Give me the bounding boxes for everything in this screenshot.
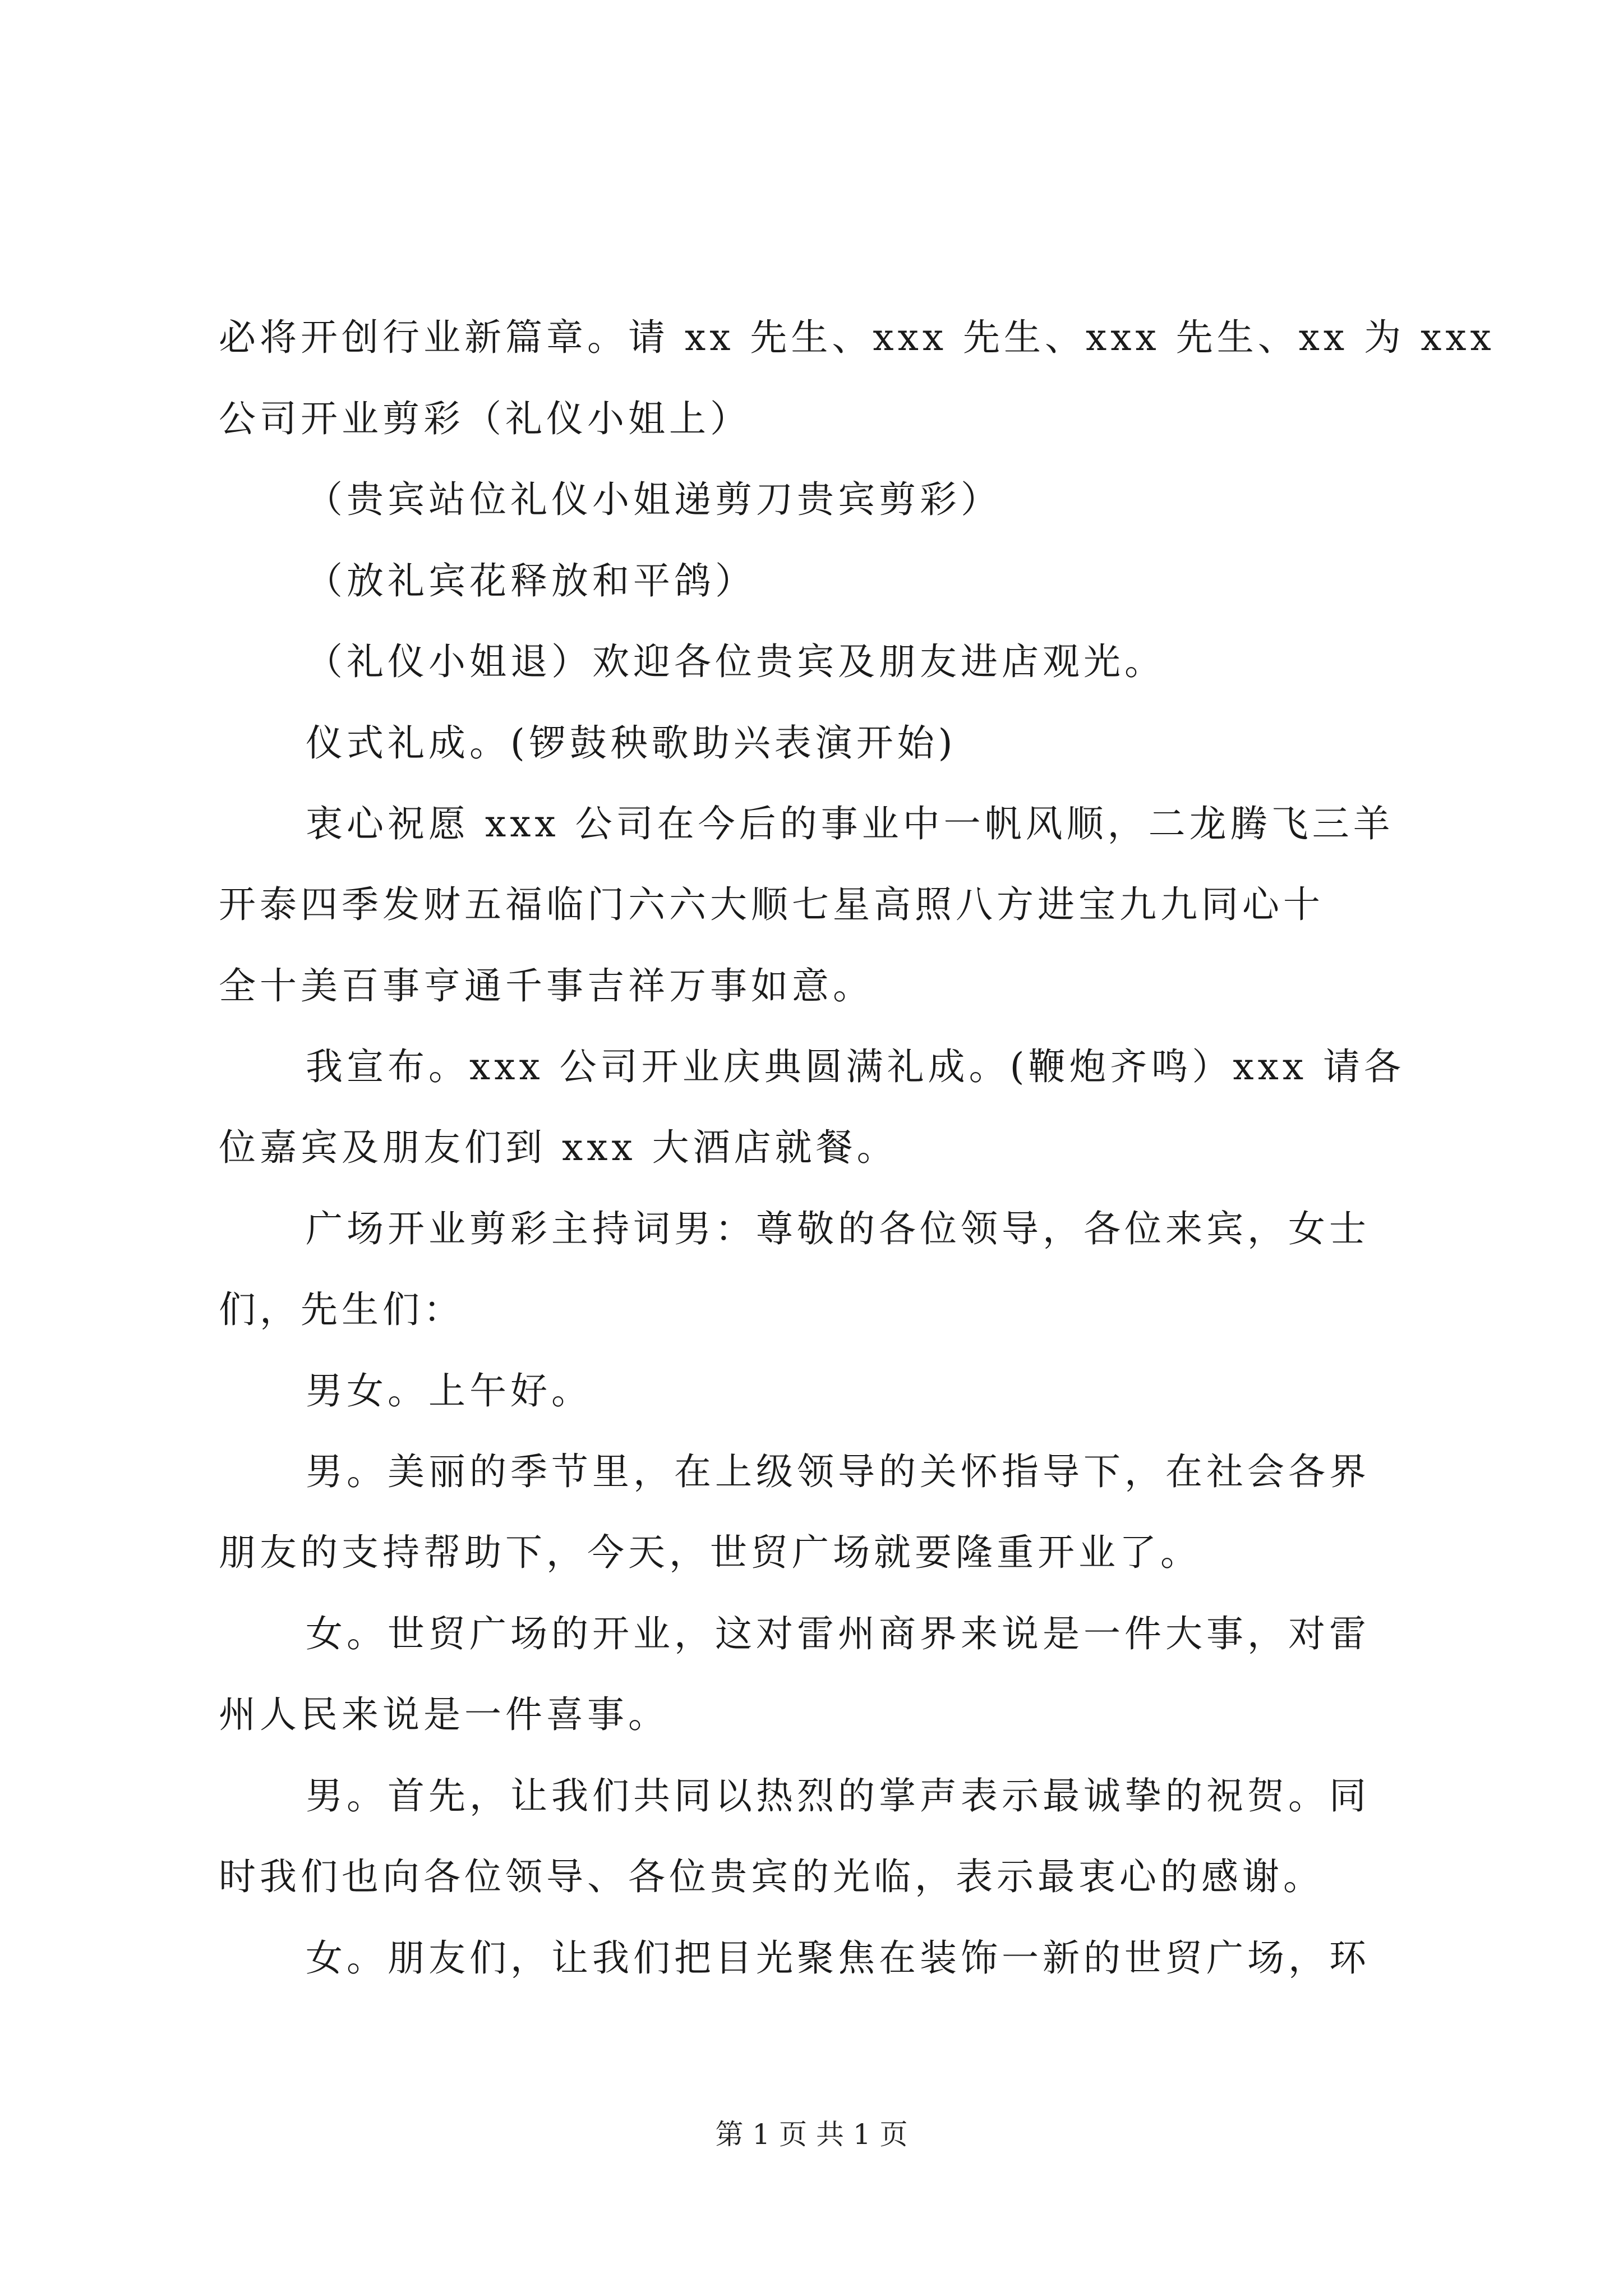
text-line: 我宣布。xxx 公司开业庆典圆满礼成。(鞭炮齐鸣）xxx 请各 — [306, 1045, 1405, 1088]
text-line: 衷心祝愿 xxx 公司在今后的事业中一帆风顺，二龙腾飞三羊 — [306, 802, 1394, 845]
text-line: 全十美百事亨通千事吉祥万事如意。 — [219, 964, 874, 1007]
text-line: 时我们也向各位领导、各位贵宾的光临，表示最衷心的感谢。 — [219, 1855, 1324, 1898]
text-line: 位嘉宾及朋友们到 xxx 大酒店就餐。 — [219, 1126, 898, 1169]
text-line: 男。美丽的季节里，在上级领导的关怀指导下，在社会各界 — [306, 1450, 1370, 1493]
text-line: 必将开创行业新篇章。请 xx 先生、xxx 先生、xxx 先生、xx 为 xxx — [219, 316, 1495, 359]
text-line: 女。朋友们，让我们把目光聚焦在装饰一新的世贸广场，环 — [306, 1936, 1370, 1980]
text-line: 州人民来说是一件喜事。 — [219, 1693, 669, 1736]
text-line: 男女。上午好。 — [306, 1369, 592, 1412]
text-line: （礼仪小姐退）欢迎各位贵宾及朋友进店观光。 — [306, 640, 1165, 683]
text-line: 广场开业剪彩主持词男：尊敬的各位领导，各位来宾，女士 — [306, 1207, 1370, 1250]
page-footer: 第 1 页 共 1 页 — [715, 2118, 908, 2151]
text-line: 们，先生们： — [219, 1288, 464, 1331]
text-line: （放礼宾花释放和平鸽） — [306, 559, 756, 602]
text-line: 公司开业剪彩（礼仪小姐上） — [219, 397, 751, 440]
text-line: 女。世贸广场的开业，这对雷州商界来说是一件大事，对雷 — [306, 1612, 1370, 1655]
text-line: 朋友的支持帮助下，今天，世贸广场就要隆重开业了。 — [219, 1531, 1201, 1574]
text-line: 开泰四季发财五福临门六六大顺七星高照八方进宝九九同心十 — [219, 883, 1324, 926]
text-line: 男。首先，让我们共同以热烈的掌声表示最诚挚的祝贺。同 — [306, 1774, 1370, 1818]
text-line: （贵宾站位礼仪小姐递剪刀贵宾剪彩） — [306, 478, 1002, 521]
text-line: 仪式礼成。(锣鼓秧歌助兴表演开始) — [306, 721, 957, 765]
